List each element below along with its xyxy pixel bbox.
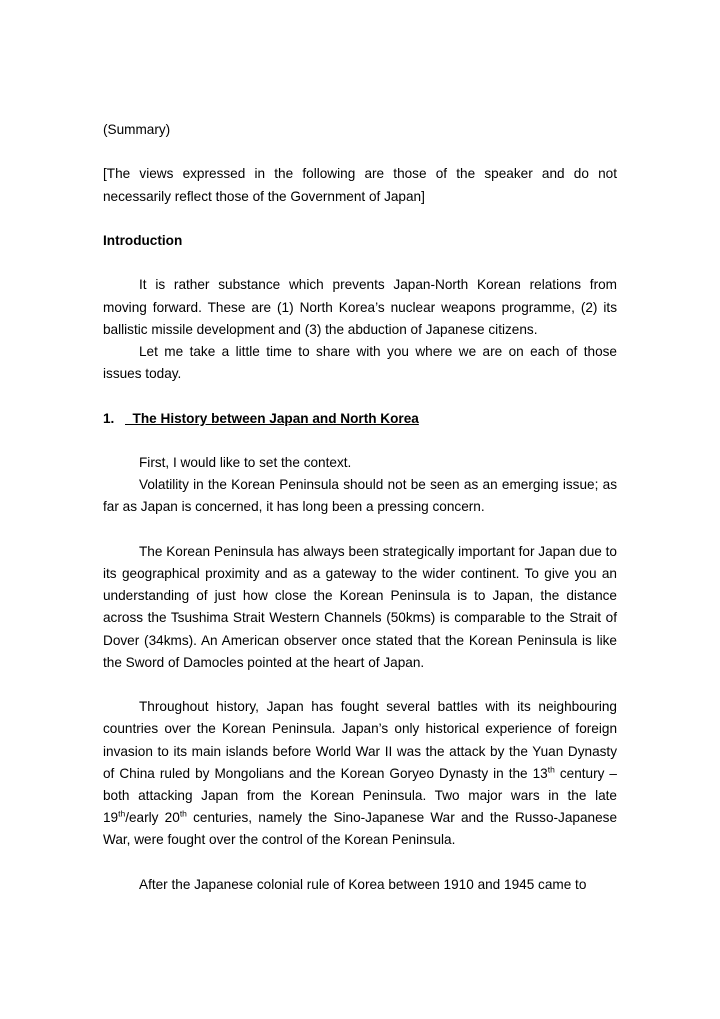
paragraph-4-text-1: Throughout history, Japan has fought several battles with its neighbouring countries over the Korean Peninsula. Japan’s only historical experience of foreign invasion to its main islands before World War II was the attack by the Yuan Dynasty of China ruled by Mongolians and the Korean Goryeo Dynasty in the 13 — [103, 699, 617, 781]
paragraph-4-text-2: century – both attacking Japan from the Korean Peninsula. Two major wars in the late 19 — [103, 765, 617, 826]
section-1-number: 1. — [103, 410, 115, 426]
superscript-th-3: th — [179, 808, 187, 819]
introduction-paragraph-2: Let me take a little time to share with you where we are on each of those issues today. — [103, 343, 617, 382]
disclaimer-paragraph: [The views expressed in the following are those of the speaker and do not necessarily reflect those of the Government of Japan] — [103, 166, 617, 204]
section-1-paragraph-3: The Korean Peninsula has always been strategically important for Japan due to its geographical proximity and as a gateway to the wider continent. To give you an understanding of just how close the Korean Peninsula is to Japan, the distance across the Tsushima Strait Western Channels (50kms) is comparable to the Strait of Dover (34kms). An American observer once stated that the Korean Peninsula is like the Sword of Damocles pointed at the heart of Japan. — [103, 543, 617, 670]
section-1-paragraph-5: After the Japanese colonial rule of Korea between 1910 and 1945 came to — [139, 876, 587, 892]
introduction-heading: Introduction — [103, 232, 183, 248]
section-1-heading — [103, 408, 617, 430]
superscript-th-2: th — [118, 808, 126, 819]
section-1-paragraph-1: First, I would like to set the context. — [139, 454, 352, 470]
superscript-th-1: th — [547, 764, 555, 775]
document-page — [103, 119, 617, 896]
section-1-paragraph-2: Volatility in the Korean Peninsula should not be seen as an emerging issue; as far as Japan is concerned, it has long been a pressing concern. — [103, 477, 617, 515]
section-1-title: The History between Japan and North Korea — [125, 410, 419, 426]
paragraph-4-text-3: /early 20 — [125, 810, 180, 826]
introduction-paragraph-1: It is rather substance which prevents Japan-North Korean relations from moving forward. These are (1) North Korea’s nuclear weapons programme, (2) its ballistic missile development and (3) the abduction of Japanese citizens. — [103, 277, 617, 337]
section-1-paragraph-4 — [103, 696, 617, 851]
summary-label: (Summary) — [103, 122, 171, 137]
paragraph-4-text-4: centuries, namely the Sino-Japanese War and the Russo-Japanese War, were fought over the control of the Korean Peninsula. — [103, 810, 618, 848]
